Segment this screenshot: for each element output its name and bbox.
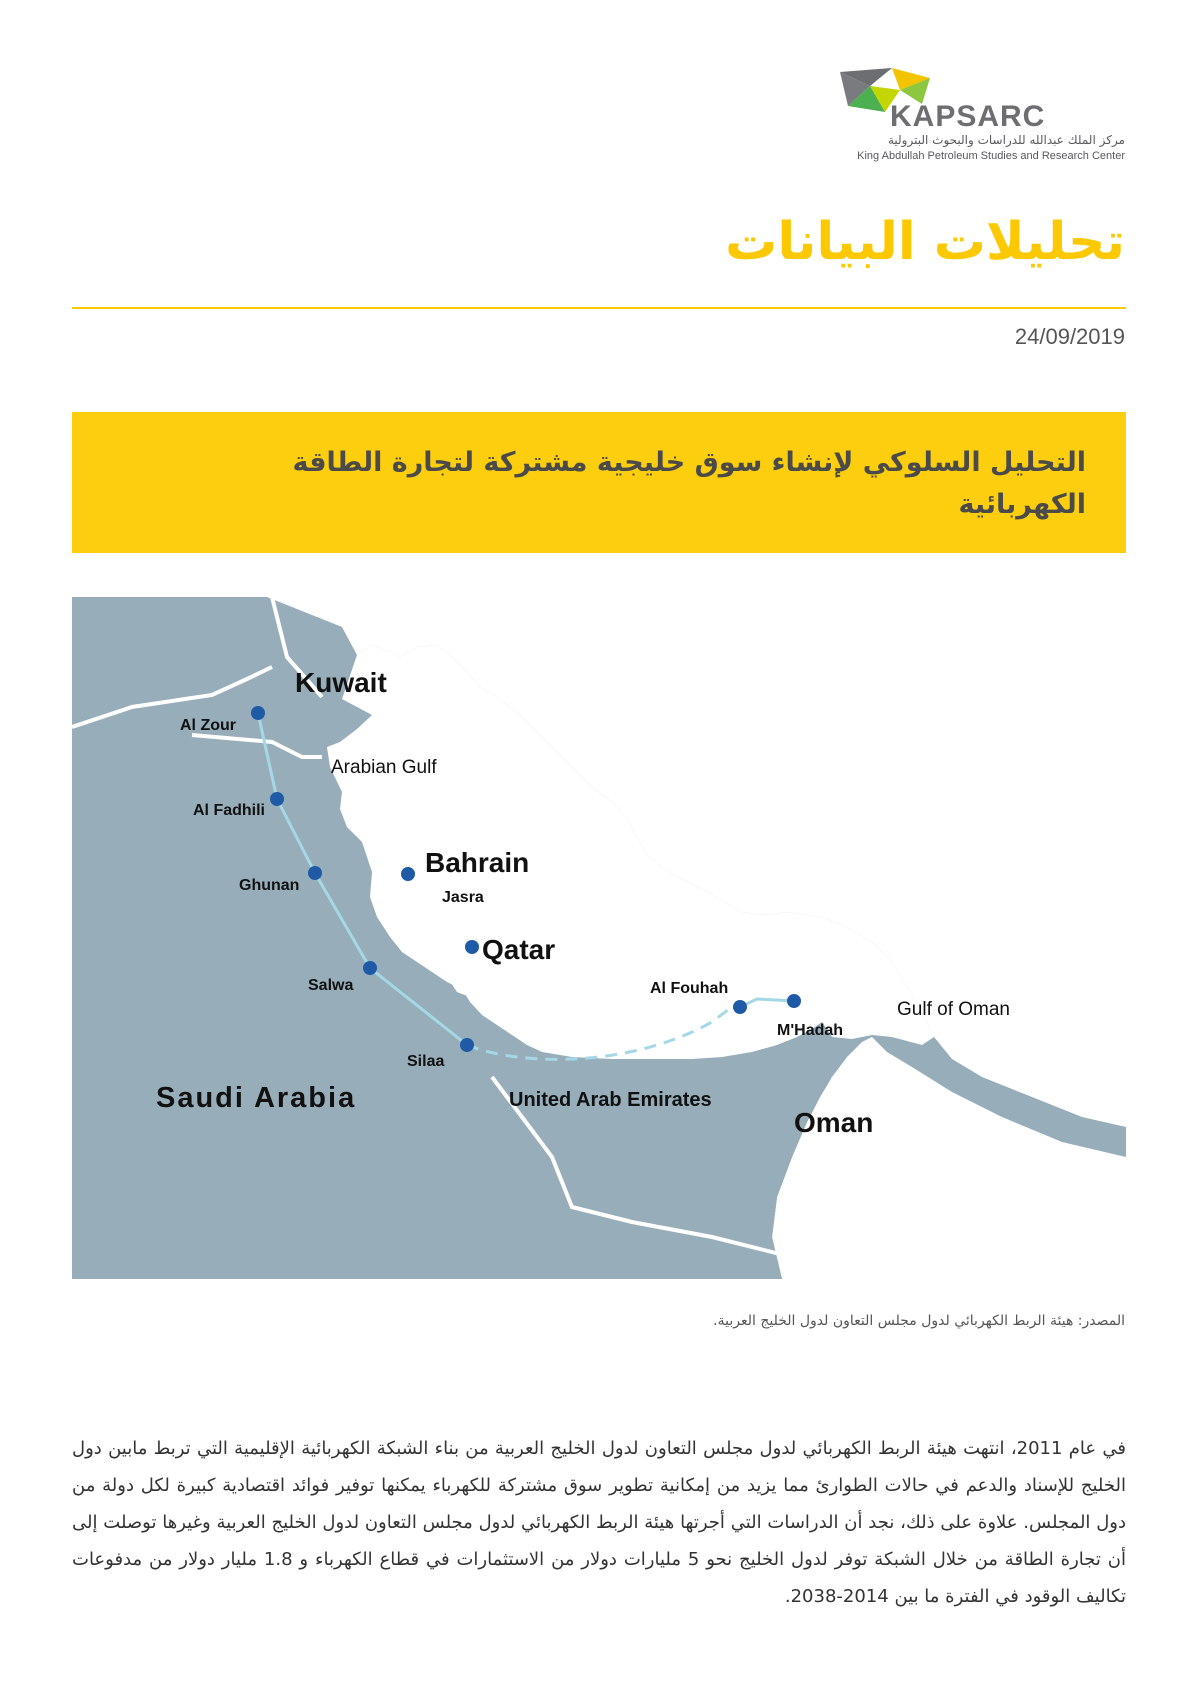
map-label-uae: United Arab Emirates [509, 1089, 712, 1111]
map-label-salwa: Salwa [308, 977, 354, 994]
station-dot-al-zour [251, 706, 265, 720]
map-label-arabian-gulf: Arabian Gulf [331, 757, 437, 778]
logo-english-name: King Abdullah Petroleum Studies and Research Center [857, 150, 1125, 162]
station-dot-jasra [401, 867, 415, 881]
map-label-ghunan: Ghunan [239, 877, 300, 894]
station-dot-qatar [465, 940, 479, 954]
banner-title: التحليل السلوكي لإنشاء سوق خليجية مشتركة لتجارة الطاقة الكهربائية [292, 447, 1086, 520]
logo-wordmark: KAPSARC [890, 100, 1046, 133]
station-dot-al-fadhili [270, 792, 284, 806]
station-dot-silaa [460, 1038, 474, 1052]
station-dot-mhadah [787, 994, 801, 1008]
map-label-mhadah: M'Hadah [777, 1022, 844, 1039]
map-label-gulf-of-oman: Gulf of Oman [897, 999, 1010, 1020]
map-label-saudi-arabia: Saudi Arabia [156, 1082, 357, 1114]
station-dot-ghunan [308, 866, 322, 880]
map-source-caption: المصدر: هيئة الربط الكهربائي لدول مجلس التعاون لدول الخليج العربية. [713, 1313, 1125, 1329]
map-label-kuwait: Kuwait [295, 667, 387, 698]
map-label-al-fouhah: Al Fouhah [650, 980, 729, 997]
map-label-al-fadhili: Al Fadhili [193, 802, 265, 819]
body-paragraph: في عام 2011، انتهت هيئة الربط الكهربائي لدول مجلس التعاون لدول الخليج العربية من بناء الشبكة الكهربائية الإقليمية التي تربط مابين دول الخليج للإسناد والدعم في حالات الطوارئ مما يزيد من إمكانية تطوير سوق مشتركة للكهرباء يمكنها توفير فوائد اقتصادية كبيرة لكل دولة من دول المجلس. علاوة على ذلك، نجد أن الدراسات التي أجرتها هيئة الربط الكهربائي لدول مجلس التعاون لدول الخليج العربية وغيرها توصلت إلى أن تجارة الطاقة من خلال الشبكة توفر لدول الخليج نحو 5 مليارات دولار من الاستثمارات في قطاع الكهرباء و 1.8 مليار دولار من مدفوعات تكاليف الوقود في الفترة ما بين 2014-2038. [72, 1438, 1126, 1607]
map-graphic [72, 597, 1126, 1279]
map-label-jasra: Jasra [442, 889, 484, 906]
map-label-oman: Oman [794, 1107, 874, 1138]
gcc-interconnection-map [72, 597, 1126, 1279]
station-dot-salwa [363, 961, 377, 975]
publication-date: 24/09/2019 [1014, 324, 1125, 349]
title-banner [72, 412, 1126, 553]
logo-arabic-name: مركز الملك عبدالله للدراسات والبحوث البترولية [887, 133, 1125, 147]
station-dot-al-fouhah [733, 1000, 747, 1014]
title-divider [72, 307, 1126, 309]
map-label-bahrain: Bahrain [425, 847, 530, 878]
map-label-al-zour: Al Zour [180, 717, 236, 734]
map-label-silaa: Silaa [407, 1053, 445, 1070]
map-label-qatar: Qatar [482, 934, 556, 965]
section-title: تحليلات البيانات [725, 212, 1125, 272]
